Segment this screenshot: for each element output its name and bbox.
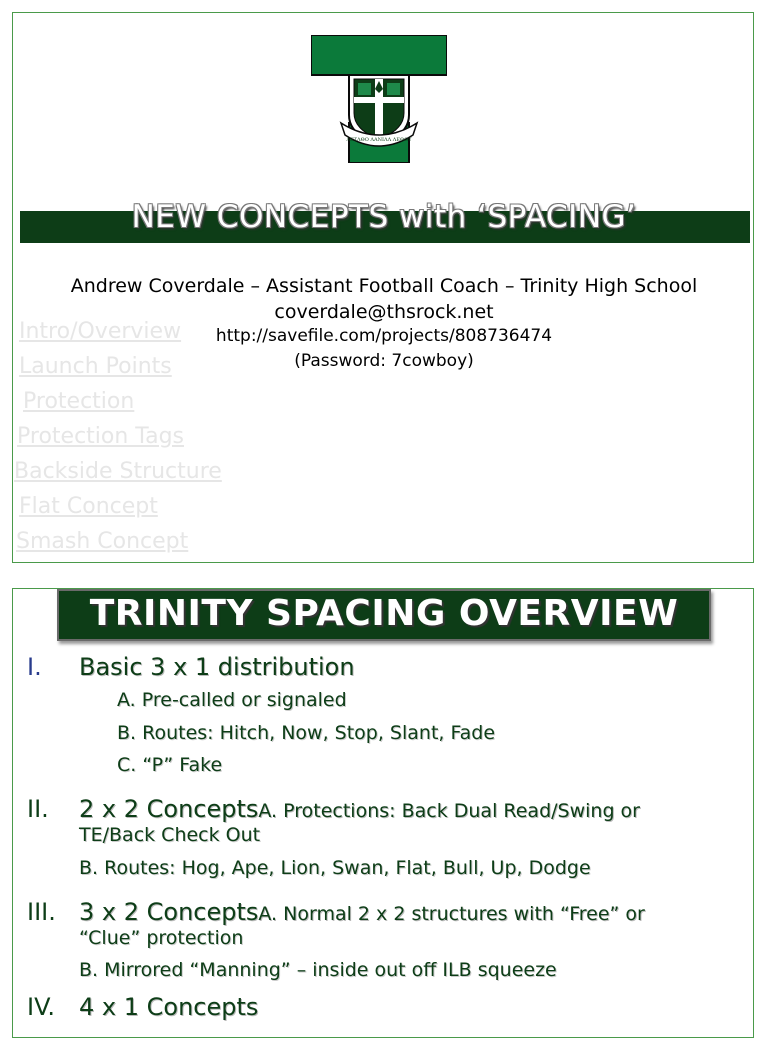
outline-heading-4: 4 x 1 Concepts bbox=[79, 993, 259, 1021]
outline-sub-2b: B. Routes: Hog, Ape, Lion, Swan, Flat, Bull, Up, Dodge bbox=[79, 857, 591, 879]
toc-link-intro[interactable]: Intro/Overview bbox=[19, 319, 182, 344]
outline-sub-1c: C. “P” Fake bbox=[117, 754, 223, 776]
title-slide bbox=[12, 12, 754, 563]
outline-heading-2 bbox=[79, 795, 640, 823]
email-text: coverdale@thsrock.net bbox=[274, 301, 494, 323]
outline-sub-1a: A. Pre-called or signaled bbox=[117, 689, 347, 711]
outline-numeral-4: IV. bbox=[27, 993, 56, 1021]
toc-link-protection[interactable]: Protection bbox=[23, 389, 135, 414]
toc-link-backside-structure[interactable]: Backside Structure bbox=[14, 459, 222, 484]
outline-sub-1b: B. Routes: Hitch, Now, Stop, Slant, Fade bbox=[117, 722, 496, 744]
outline-heading-3 bbox=[79, 898, 645, 926]
password-text: (Password: 7cowboy) bbox=[294, 351, 474, 371]
outline-sub-3b: B. Mirrored “Manning” – inside out off ILB squeeze bbox=[79, 959, 557, 981]
outline-sub-3a-cont: “Clue” protection bbox=[79, 927, 244, 949]
outline-heading-2-title: 2 x 2 Concepts bbox=[79, 795, 259, 823]
overview-title: TRINITY SPACING OVERVIEW bbox=[89, 593, 679, 634]
overview-slide bbox=[12, 588, 754, 1038]
outline-heading-3-title: 3 x 2 Concepts bbox=[79, 898, 259, 926]
outline-heading-1: Basic 3 x 1 distribution bbox=[79, 653, 355, 681]
toc-link-smash-concept[interactable]: Smash Concept bbox=[16, 529, 189, 554]
toc-link-flat-concept[interactable]: Flat Concept bbox=[19, 494, 158, 519]
outline-sub-2a: A. Protections: Back Dual Read/Swing or bbox=[258, 800, 640, 822]
outline-sub-2a-cont: TE/Back Check Out bbox=[79, 824, 261, 846]
presentation-title: NEW CONCEPTS with ‘SPACING’ bbox=[131, 199, 637, 235]
trinity-t-logo bbox=[311, 35, 447, 163]
toc-link-launch-points[interactable]: Launch Points bbox=[19, 354, 172, 379]
slide-border-gap bbox=[301, 13, 461, 17]
download-url: http://savefile.com/projects/808736474 bbox=[215, 326, 553, 346]
toc-link-protection-tags[interactable]: Protection Tags bbox=[17, 424, 184, 449]
outline-sub-3a: A. Normal 2 x 2 structures with “Free” or bbox=[258, 903, 645, 925]
author-line: Andrew Coverdale – Assistant Football Coach – Trinity High School bbox=[70, 275, 698, 297]
outline-numeral-1: I. bbox=[27, 653, 42, 681]
logo-motto: ΛΕΤΛΘΟ ΛΑΝΙΛΛ ΛΕΘΟΥ bbox=[346, 137, 412, 143]
outline-numeral-3: III. bbox=[27, 898, 56, 926]
outline-numeral-2: II. bbox=[27, 795, 49, 823]
